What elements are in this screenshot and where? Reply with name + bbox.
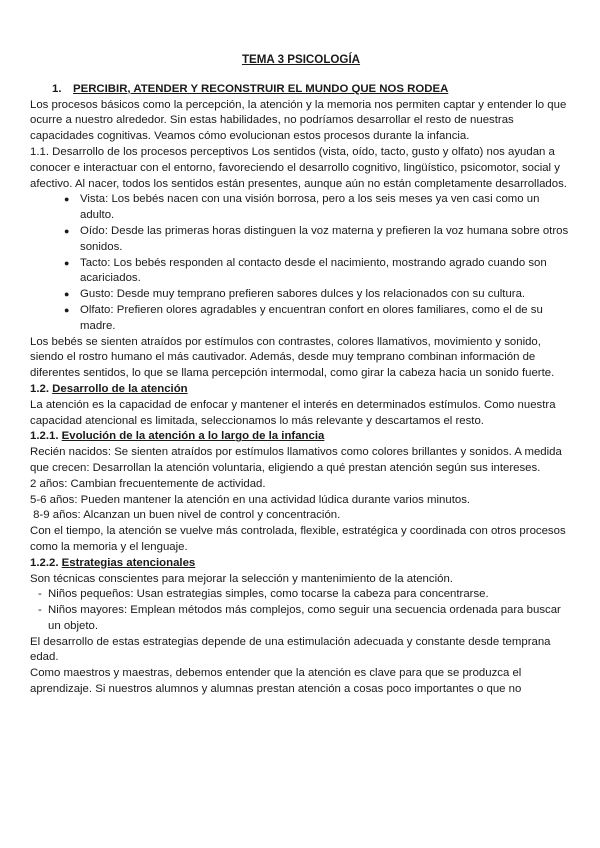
strategies-list: [30, 587, 572, 634]
section-1-2-1-heading: [30, 429, 572, 445]
teachers-paragraph: Como maestros y maestras, debemos entender que la atención es clave para que se produzca el aprendizaje. Si nuestros alumnos y alumnas prestan atención a cosas poco importantes o que no: [30, 667, 522, 696]
section-1-2-2-title: Estrategias atencionales: [61, 556, 196, 569]
section-1-number: 1.: [52, 82, 62, 95]
list-item: ● Oído: Desde las primeras horas distinguen la voz materna y prefieren la voz humana sobre otros sonidos.: [66, 224, 572, 256]
section-1-2-1-title: Evolución de la atención a lo largo de la infancia: [61, 430, 325, 443]
section-1-2-number: 1.2.: [30, 382, 49, 395]
list-item: - Niños mayores: Emplean métodos más complejos, como seguir una secuencia ordenada para buscar un objeto.: [34, 603, 572, 635]
age-8-9-line: 8-9 años: Alcanzan un buen nivel de control y concentración.: [30, 509, 341, 522]
section-1-2-paragraph: La atención es la capacidad de enfocar y mantener el interés en determinados estímulos. Como nuestra capacidad atencional es limitada, seleccionamos lo más relevante y descartamos el resto.: [30, 398, 556, 427]
document-title: TEMA 3 PSICOLOGÍA: [241, 53, 361, 66]
section-1-title: PERCIBIR, ATENDER Y RECONSTRUIR EL MUNDO QUE NOS RODEA: [73, 82, 449, 95]
section-1-2-1-number: 1.2.1.: [30, 430, 59, 443]
section-1-2-heading: [30, 382, 572, 398]
document-page: [30, 52, 572, 698]
list-item: ● Tacto: Los bebés responden al contacto desde el nacimiento, mostrando agrado cuando son acariciados.: [66, 256, 572, 288]
senses-list: [30, 192, 572, 334]
age-5-6-line: 5-6 años: Pueden mantener la atención en una actividad lúdica durante varios minutos.: [30, 493, 471, 506]
list-item: ● Olfato: Prefieren olores agradables y encuentran confort en olores familiares, como el de su madre.: [66, 303, 572, 335]
stimuli-paragraph: Los bebés se sienten atraídos por estímulos con contrastes, colores llamativos, movimiento y sonido, siendo el rostro humano el más cautivador. Además, desde muy temprano combinan información de diferentes sentidos, lo que se llama percepción intermodal, como girar la cabeza hacia un sonido fuerte.: [30, 335, 555, 380]
age-2-line: 2 años: Cambian frecuentemente de actividad.: [30, 477, 266, 490]
section-1-2-2-heading: [30, 556, 572, 572]
section-1-2-2-number: 1.2.2.: [30, 556, 59, 569]
list-item: ● Vista: Los bebés nacen con una visión borrosa, pero a los seis meses ya ven casi como un adulto.: [66, 192, 572, 224]
list-item: - Niños pequeños: Usan estrategias simples, como tocarse la cabeza para concentrarse.: [34, 587, 572, 603]
newborns-paragraph: Recién nacidos: Se sienten atraídos por estímulos llamativos como colores brillantes y sonidos. A medida que crecen: Desarrollan la atención voluntaria, eligiendo a qué prestan atención según sus intereses.: [30, 446, 562, 474]
section-1-intro: Los procesos básicos como la percepción, la atención y la memoria nos permiten captar y entender lo que ocurre a nuestro alrededor. Sin estas habilidades, no podríamos desarrollar el resto de nuestras capacidades cognitivas. Veamos cómo evolucionan estos procesos durante la infancia.: [30, 98, 567, 143]
list-item: ● Gusto: Desde muy temprano prefieren sabores dulces y los relacionados con su cultura.: [66, 287, 572, 303]
section-1-heading: [30, 82, 572, 98]
strategies-development-paragraph: El desarrollo de estas estrategias depende de una estimulación adecuada y constante desde temprana edad.: [30, 635, 551, 664]
strategies-intro: Son técnicas conscientes para mejorar la selección y mantenimiento de la atención.: [30, 572, 453, 585]
attention-over-time-paragraph: Con el tiempo, la atención se vuelve más controlada, flexible, estratégica y coordinada con otros procesos como la memoria y el lenguaje.: [30, 525, 566, 553]
section-1-1-paragraph: 1.1. Desarrollo de los procesos perceptivos Los sentidos (vista, oído, tacto, gusto y olfato) nos ayudan a conocer e interactuar con el entorno, favoreciendo el desarrollo cognitivo, lingüístico, psicomotor, social y afectivo. Al nacer, todos los sentidos están presentes, aunque aún no están completamente desarrollados.: [30, 145, 567, 190]
section-1-2-title: Desarrollo de la atención: [52, 382, 188, 395]
